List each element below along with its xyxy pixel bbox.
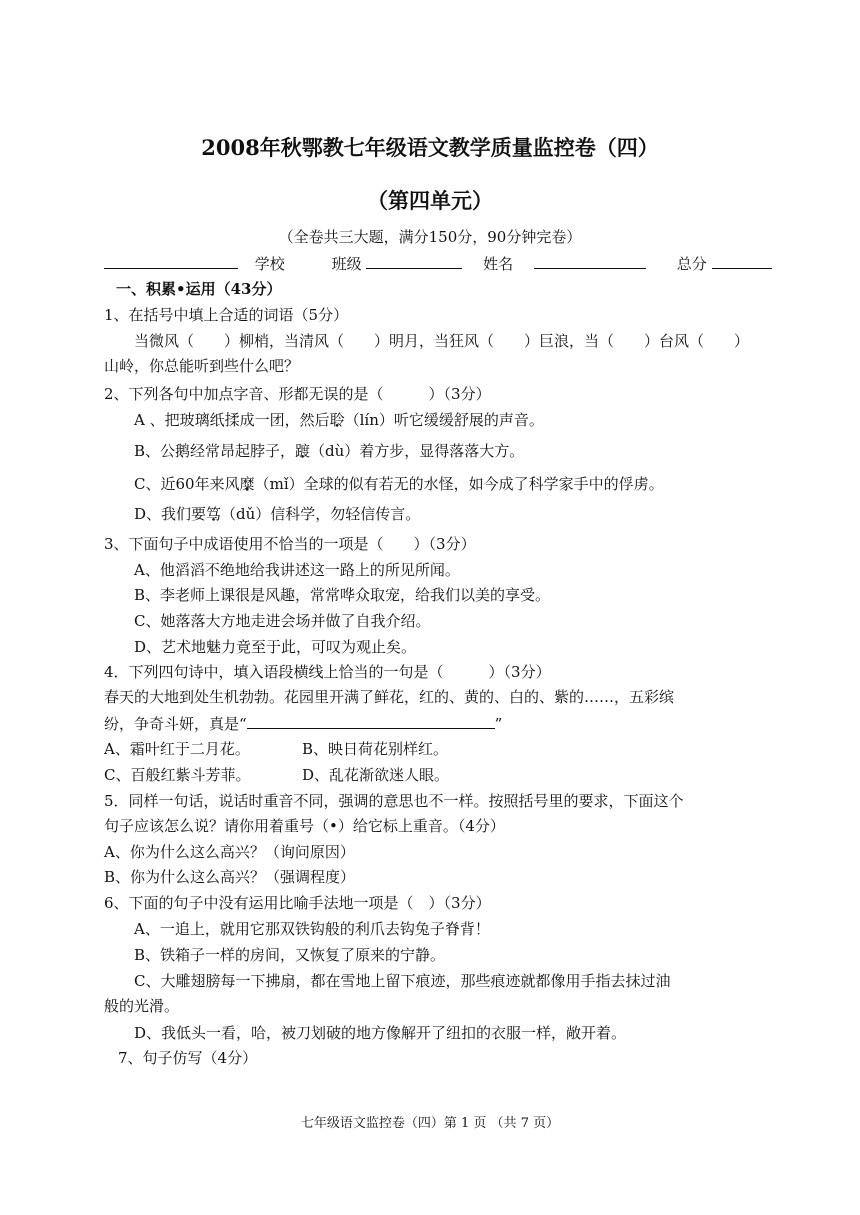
q5-option-b: B、你为什么这么高兴？（强调程度） bbox=[104, 868, 356, 886]
q3-option-d: D、艺术地魅力竟至于此，可叹为观止矣。 bbox=[134, 638, 417, 656]
q4-option-a: A、霜叶红于二月花。 bbox=[104, 740, 250, 758]
q2-d-text: D、我们要 bbox=[134, 505, 207, 523]
q2-prompt: 2、下列各句中加点字音、形都无误的是（ ）（3分） bbox=[104, 385, 491, 403]
q2-d-text-end: （dǔ）信科学，勿轻信传言。 bbox=[221, 505, 421, 523]
q2-b-dotted-char: 踱 bbox=[295, 442, 311, 460]
q6-option-b: B、铁箱子一样的房间，又恢复了原来的宁静。 bbox=[134, 946, 446, 964]
q6-option-d: D、我低头一看，哈，被刀划破的地方像解开了纽扣的衣服一样，敞开着。 bbox=[134, 1024, 627, 1042]
q6-option-a: A、一追上，就用它那双铁钩般的利爪去钩兔子脊背！ bbox=[134, 920, 490, 938]
name-label: 姓名 bbox=[483, 255, 514, 273]
q6-option-c-line2: 般的光滑。 bbox=[104, 997, 180, 1015]
q4-passage-line2 bbox=[104, 712, 502, 735]
q2-option-c bbox=[134, 473, 664, 495]
class-blank[interactable] bbox=[366, 252, 462, 269]
info-fields bbox=[104, 252, 772, 275]
q5-prompt-line1: 5．同样一句话，说话时重音不同，强调的意思也不一样。按照括号里的要求，下面这个 bbox=[104, 792, 684, 810]
q4-option-d: D、乱花渐欲迷人眼。 bbox=[302, 766, 450, 784]
q7-prompt: 7、句子仿写（4分） bbox=[118, 1049, 258, 1067]
q4-close-quote: ” bbox=[494, 715, 503, 733]
q2-a-dotted-char: 聆 bbox=[329, 411, 345, 429]
q4-option-c: C、百般红紫斗芳菲。 bbox=[104, 766, 251, 784]
total-label: 总分 bbox=[676, 255, 707, 273]
q2-d-dotted-char: 笃 bbox=[206, 505, 222, 523]
q4-passage-text: 纷，争奇斗妍，真是“ bbox=[104, 715, 247, 733]
q2-b-text-end: （dù）着方步，显得落落大方。 bbox=[310, 442, 525, 460]
q6-option-c-line1: C、大雕翅膀每一下拂扇，都在雪地上留下痕迹，那些痕迹就都像用手指去抹过油 bbox=[134, 972, 671, 990]
q2-c-text-end: （mǐ）全球的似有若无的水怪，如今成了科学家手中的俘虏。 bbox=[254, 475, 664, 493]
q2-c-text: C、近60年来风 bbox=[134, 475, 240, 493]
school-blank[interactable] bbox=[104, 252, 238, 269]
section-heading: 一、积累•运用（43分） bbox=[116, 280, 282, 298]
q2-a-text-end: （lín）听它缓缓舒展的声音。 bbox=[344, 411, 544, 429]
q4-passage-line1: 春天的大地到处生机勃勃。花园里开满了鲜花，红的、黄的、白的、紫的……，五彩缤 bbox=[104, 688, 675, 706]
q2-c-dotted-char: 糜 bbox=[239, 475, 255, 493]
q1-line2: 山岭，你总能听到些什么吧？ bbox=[104, 357, 300, 375]
q5-prompt-line2: 句子应该怎么说？请你用着重号（•）给它标上重音。（4分） bbox=[104, 817, 505, 835]
q1-prompt: 1、在括号中填上合适的词语（5分） bbox=[104, 306, 349, 324]
q2-option-a bbox=[134, 409, 544, 431]
q3-option-b: B、李老师上课很是风趣，常常哗众取宠，给我们以美的享受。 bbox=[134, 586, 551, 604]
exam-title: 2008年秋鄂教七年级语文教学质量监控卷（四） bbox=[201, 135, 659, 160]
exam-note: （全卷共三大题，满分150分，90分钟完卷） bbox=[278, 228, 582, 246]
q4-answer-blank[interactable] bbox=[247, 712, 495, 729]
class-label: 班级 bbox=[331, 255, 362, 273]
q2-option-b bbox=[134, 440, 524, 462]
q3-option-c: C、她落落大方地走进会场并做了自我介绍。 bbox=[134, 612, 431, 630]
q1-line1: 当微风（ ）柳梢，当清风（ ）明月，当狂风（ ）巨浪，当（ ）台风（ ） bbox=[134, 332, 750, 350]
unit-subtitle: （第四单元） bbox=[367, 188, 493, 213]
q3-option-a: A、他滔滔不绝地给我讲述这一路上的所见所闻。 bbox=[134, 561, 460, 579]
name-blank[interactable] bbox=[534, 252, 646, 269]
q4-option-b: B、映日荷花别样红。 bbox=[302, 740, 449, 758]
total-blank[interactable] bbox=[712, 252, 772, 269]
q2-b-text: B、公鹅经常昂起脖子， bbox=[134, 442, 296, 460]
q4-prompt: 4．下列四句诗中，填入语段横线上恰当的一句是（ ）（3分） bbox=[104, 663, 551, 681]
q5-option-a: A、你为什么这么高兴？（询问原因） bbox=[104, 843, 355, 861]
q2-a-text: A 、把玻璃纸揉成一团，然后 bbox=[134, 411, 330, 429]
q6-prompt: 6、下面的句子中没有运用比喻手法地一项是（ ）（3分） bbox=[104, 894, 491, 912]
q3-prompt: 3、下面句子中成语使用不恰当的一项是（ ）（3分） bbox=[104, 535, 476, 553]
school-label: 学校 bbox=[254, 255, 285, 273]
q2-option-d bbox=[134, 503, 420, 525]
page-footer: 七年级语文监控卷（四）第 1 页 （共 7 页） bbox=[300, 1116, 560, 1131]
